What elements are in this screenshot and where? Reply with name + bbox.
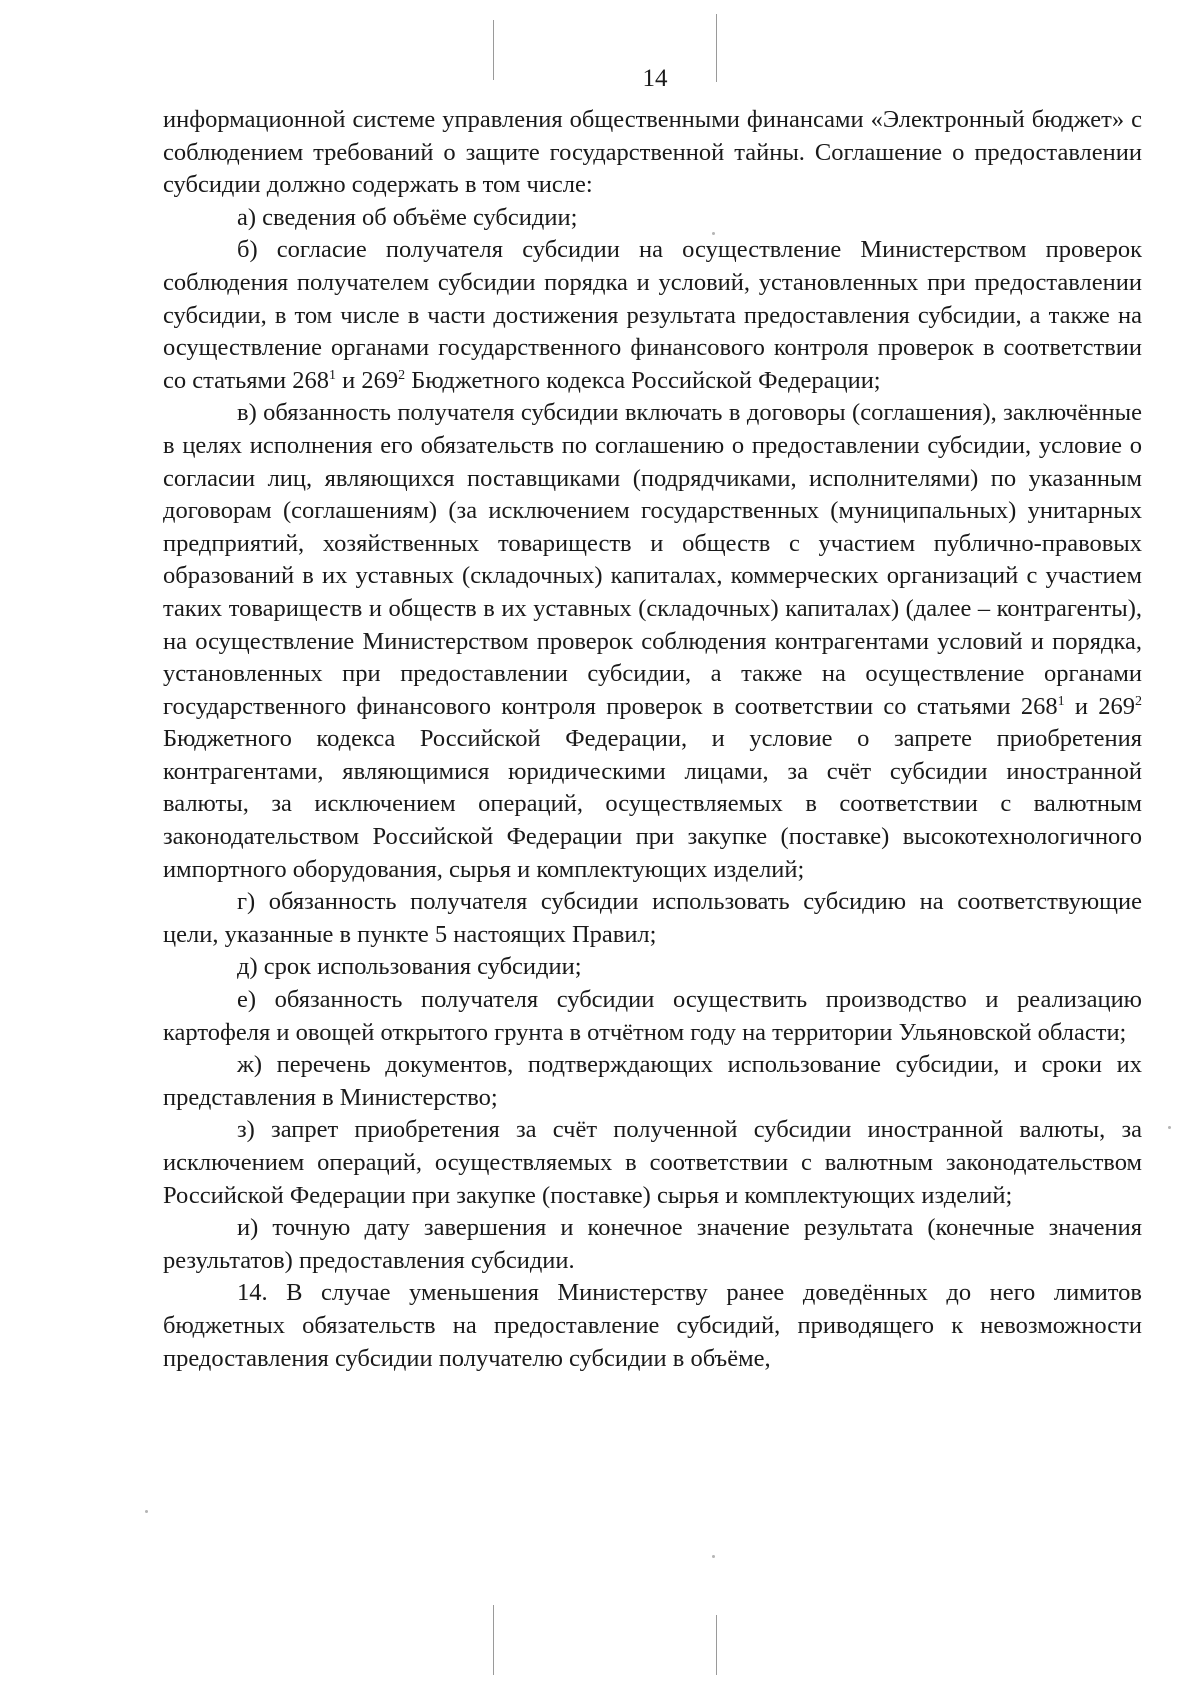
- page-number: 14: [642, 65, 668, 92]
- paragraph-d: д) срок использования субсидии;: [237, 953, 582, 981]
- paragraph-b: [163, 234, 1142, 397]
- paragraph-z: з) запрет приобретения за счёт полученной субсидии иностранной валюты, за исключением операций, осуществляемых в соответствии с валютным законодательством Российской Федерации при закупке (поставке) сырья и комплектующих изделий;: [163, 1116, 1142, 1209]
- scan-mark: [493, 1605, 494, 1675]
- scan-speck: [712, 1555, 715, 1558]
- paragraph-v-tail: Бюджетного кодекса Российской Федерации, и условие о запрете приобретения контрагентами, являющимися юридическими лицами, за счёт субсидии иностранной валюты, за исключением операций, осуществляемых в соответствии с валютным законодательством Российской Федерации при закупке (поставке) высокотехнологичного импортного оборудования, сырья и комплектующих изделий;: [163, 725, 1142, 883]
- article-number: 268: [292, 366, 330, 394]
- paragraph-g: г) обязанность получателя субсидии использовать субсидию на соответствующие цели, указанные в пункте 5 настоящих Правил;: [163, 888, 1142, 948]
- paragraph-a: а) сведения об объёме субсидии;: [237, 203, 578, 231]
- article-superscript: 1: [1057, 693, 1065, 709]
- paragraph-v-text: в) обязанность получателя субсидии включать в договоры (соглашения), заключённые в целях исполнения его обязательств по соглашению о предоставлении субсидии, условие о согласии лиц, являющихся поставщиками (подрядчиками, исполнителями) по указанным договорам (соглашениям) (за исключением государственных (муниципальных) унитарных предприятий, хозяйственных товариществ и обществ с участием публично-правовых образований в их уставных (складочных) капиталах, коммерческих организаций с участием таких товариществ и обществ в их уставных (складочных) капиталах) (далее – контрагенты), на осуществление Министерством проверок соблюдения контрагентами условий и порядка, установленных при предоставлении субсидии, а также на осуществление органами государственного финансового контроля проверок в соответствии со статьями: [163, 399, 1142, 720]
- article-number: 269: [361, 366, 399, 394]
- scan-speck: [1168, 1126, 1171, 1129]
- article-number: 268: [1020, 692, 1058, 720]
- conjunction: и: [336, 366, 362, 394]
- paragraph-e: е) обязанность получателя субсидии осуществить производство и реализацию картофеля и овощей открытого грунта в отчётном году на территории Ульяновской области;: [163, 986, 1142, 1046]
- paragraph-intro: информационной системе управления общественными финансами «Электронный бюджет» с соблюдением требований о защите государственной тайны. Соглашение о предоставлении субсидии должно содержать в том числе:: [163, 106, 1142, 199]
- paragraph-zh: ж) перечень документов, подтверждающих использование субсидии, и сроки их представления в Министерство;: [163, 1051, 1142, 1111]
- article-number: 269: [1098, 692, 1135, 720]
- scan-mark: [716, 1615, 717, 1675]
- scan-speck: [145, 1510, 148, 1513]
- article-superscript: 2: [398, 367, 406, 383]
- paragraph-v: [163, 397, 1142, 886]
- body-text: [163, 104, 1142, 1375]
- paragraph-i: и) точную дату завершения и конечное значение результата (конечные значения результатов) предоставления субсидии.: [163, 1214, 1142, 1274]
- paragraph-b-tail: Бюджетного кодекса Российской Федерации;: [405, 366, 881, 394]
- paragraph-14: 14. В случае уменьшения Министерству ранее доведённых до него лимитов бюджетных обязательств на предоставление субсидий, приводящего к невозможности предоставления субсидии получателю субсидии в объёме,: [163, 1279, 1142, 1372]
- conjunction: и: [1064, 692, 1099, 720]
- paragraph-b-text: б) согласие получателя субсидии на осуществление Министерством проверок соблюдения получателем субсидии порядка и условий, установленных при предоставлении субсидии, в том числе в части достижения результата предоставления субсидии, а также на осуществление органами государственного финансового контроля проверок в соответствии со статьями: [163, 236, 1142, 394]
- article-superscript: 2: [1135, 693, 1142, 709]
- article-superscript: 1: [329, 367, 337, 383]
